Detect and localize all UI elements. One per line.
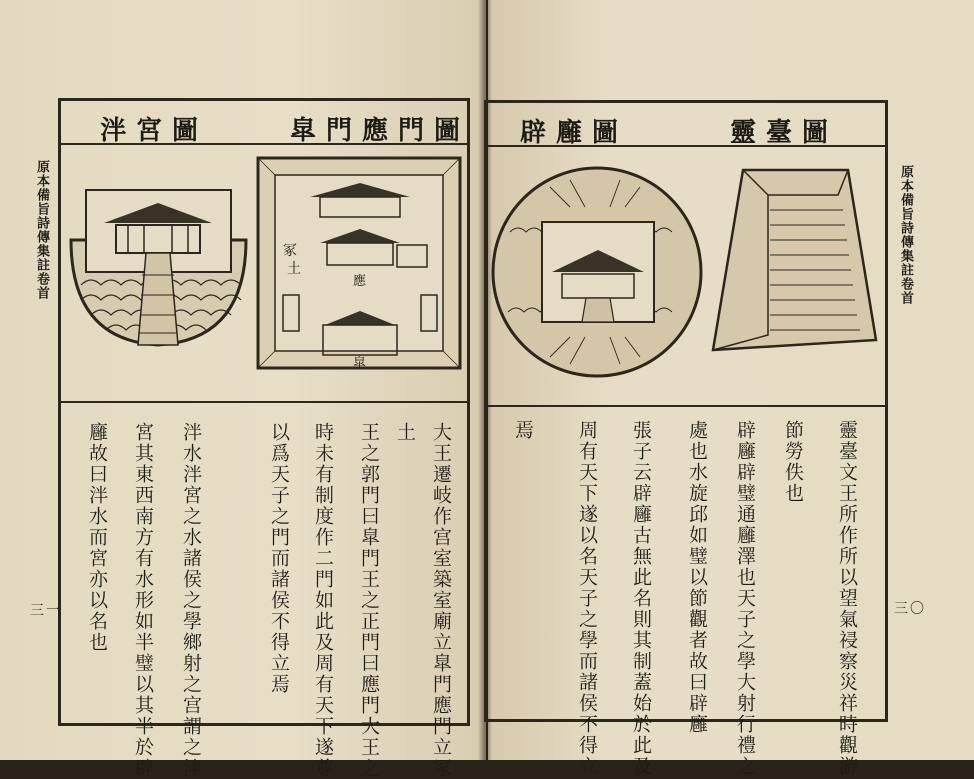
pan-gong-illustration xyxy=(66,185,251,350)
figure-title-gao-gate: 皐門應門圖 xyxy=(290,116,471,146)
right-margin-note: 原本備旨詩傳集註卷首 xyxy=(898,165,913,305)
left-page-number: 三一 xyxy=(30,603,62,619)
left-margin-note: 原本備旨詩傳集註卷首 xyxy=(34,160,49,300)
gate-label-tu: 土 xyxy=(287,261,301,277)
ling-tai-illustration xyxy=(708,165,880,355)
left-text-col-5: 以爲天子之門而諸侯不得立焉 xyxy=(268,422,290,695)
figure-title-ling-tai: 靈臺圖 xyxy=(730,118,839,148)
bi-yong-illustration xyxy=(490,162,705,382)
left-text-col-4: 時未有制度作二門如此及周有天下遂尊 xyxy=(312,422,334,779)
left-text-col-8: 廱故曰泮水而宮亦以名也 xyxy=(86,422,108,653)
left-text-col-7: 宮其東西南方有水形如半璧以其半於辟 xyxy=(132,422,154,779)
figure-title-bi-yong: 辟廱圖 xyxy=(520,118,629,148)
right-text-col-1: 靈臺文王所作所以望氣祲察災祥時觀游 xyxy=(836,420,858,777)
gate-label-gao: 皐 xyxy=(353,356,367,371)
gao-ying-gate-illustration xyxy=(255,155,465,385)
gate-label-zhong: 冢 xyxy=(283,243,297,259)
gate-label-ying: 應 xyxy=(353,274,367,289)
right-text-col-6: 周有天下遂以名天子之學而諸侯不得立 xyxy=(576,420,598,777)
figure-title-pan-gong: 泮宮圖 xyxy=(100,116,209,146)
right-text-col-7: 焉 xyxy=(512,420,534,441)
left-text-col-6: 泮水泮宮之水諸侯之學鄉射之宫謂之泮 xyxy=(180,422,202,779)
right-text-col-2: 節勞佚也 xyxy=(782,420,804,504)
left-text-col-2: 土 xyxy=(394,422,416,443)
right-text-col-4: 處也水旋邱如璧以節觀者故曰辟廱 xyxy=(686,420,708,735)
left-text-col-3: 王之郭門曰皐門王之正門曰應門大王之 xyxy=(358,422,380,779)
left-text-col-1: 大王遷岐作宫室築室廟立皐門應門立冢 xyxy=(430,422,452,779)
right-text-col-3: 辟廱辟璧通廱澤也天子之學大射行禮之 xyxy=(734,420,756,777)
right-text-col-5: 張子云辟廱古無此名則其制蓋始於此及 xyxy=(630,420,652,777)
right-page-number: 三〇 xyxy=(894,601,926,617)
